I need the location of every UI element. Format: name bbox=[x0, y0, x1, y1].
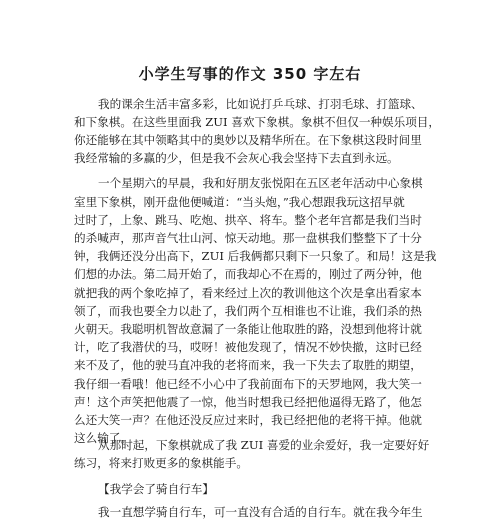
paragraph-line: 室里下象棋，刚开盘他便喊道：“当头炮，”我心想跟我玩这招早就 bbox=[74, 195, 405, 209]
paragraph-line: 么还大笑一声？在他还没反应过来时，我已经把他的老将干掉。他就 bbox=[74, 413, 422, 427]
paragraph-line: 计，吃了我潜伏的马，哎呀！被他发现了，情况不妙快撤，这时已经 bbox=[74, 340, 422, 354]
paragraph-line: 领了，而我也要全力以赴了，我们两个互相谁也不让谁，我们杀的热 bbox=[74, 304, 422, 318]
paragraph-line: 火朝天。我聪明机智故意漏了一条能让他取胜的路，没想到他将计就 bbox=[74, 322, 422, 336]
paragraph-line: 练习，将来打败更多的象棋能手。 bbox=[74, 456, 248, 470]
paragraph-line: 声！这个声笑把他震了一惊，他当时想我已经把他逼得无路了，他怎 bbox=[74, 395, 422, 409]
paragraph-line: 我一直想学骑自行车，可一直没有合适的自行车。就在我今年生 bbox=[98, 505, 423, 519]
paragraph-line: 的杀喊声，那声音气壮山河、惊天动地。那一盘棋我们整整下了十分 bbox=[74, 231, 422, 245]
paragraph-line: 和下象棋。在这些里面我 ZUI 喜欢下象棋。象棋不但仅一种娱乐项目， bbox=[74, 115, 440, 129]
paragraph-line: 我仔细一看哦！他已经不小心中了我前面布下的天罗地网，我大笑一 bbox=[74, 377, 422, 391]
paragraph-line: 从那时起，下象棋就成了我 ZUI 喜爱的业余爱好，我一定要好好 bbox=[98, 438, 430, 452]
paragraph-line: 这么输了。 bbox=[74, 431, 132, 445]
section-heading: 【我学会了骑自行车】 bbox=[98, 482, 214, 496]
paragraph-line: 你还能够在其中领略其中的奥妙以及精华所在。在下象棋这段时间里 bbox=[74, 133, 422, 147]
paragraph-line: 们想的办法。第二局开始了，而我却心不在焉的，刚过了两分钟，他 bbox=[74, 267, 422, 281]
paragraph-line: 过时了，上象、跳马、吃炮、拱卒、将车。整个老年宫都是我们当时 bbox=[74, 213, 422, 227]
paragraph-line: 就把我的两个象吃掉了，看来经过上次的教训他这个次是拿出看家本 bbox=[74, 286, 422, 300]
document-title: 小学生写事的作文 350 字左右 bbox=[138, 65, 362, 83]
paragraph-line: 钟，我俩还没分出高下，ZUI 后我俩都只剩下一只象了。和局！这是我 bbox=[74, 249, 437, 263]
paragraph-line: 我经常输的多赢的少，但是我不会灰心我会坚持下去直到永远。 bbox=[74, 151, 399, 165]
paragraph-line: 来不及了，他的驶马直冲我的老将而来，我一下失去了取胜的期望， bbox=[74, 358, 422, 372]
paragraph-line: 一个星期六的早晨，我和好朋友张悦阳在五区老年活动中心象棋 bbox=[98, 176, 423, 190]
paragraph-line: 我的课余生活丰富多彩，比如说打乒乓球、打羽毛球、打篮球、 bbox=[98, 97, 423, 111]
